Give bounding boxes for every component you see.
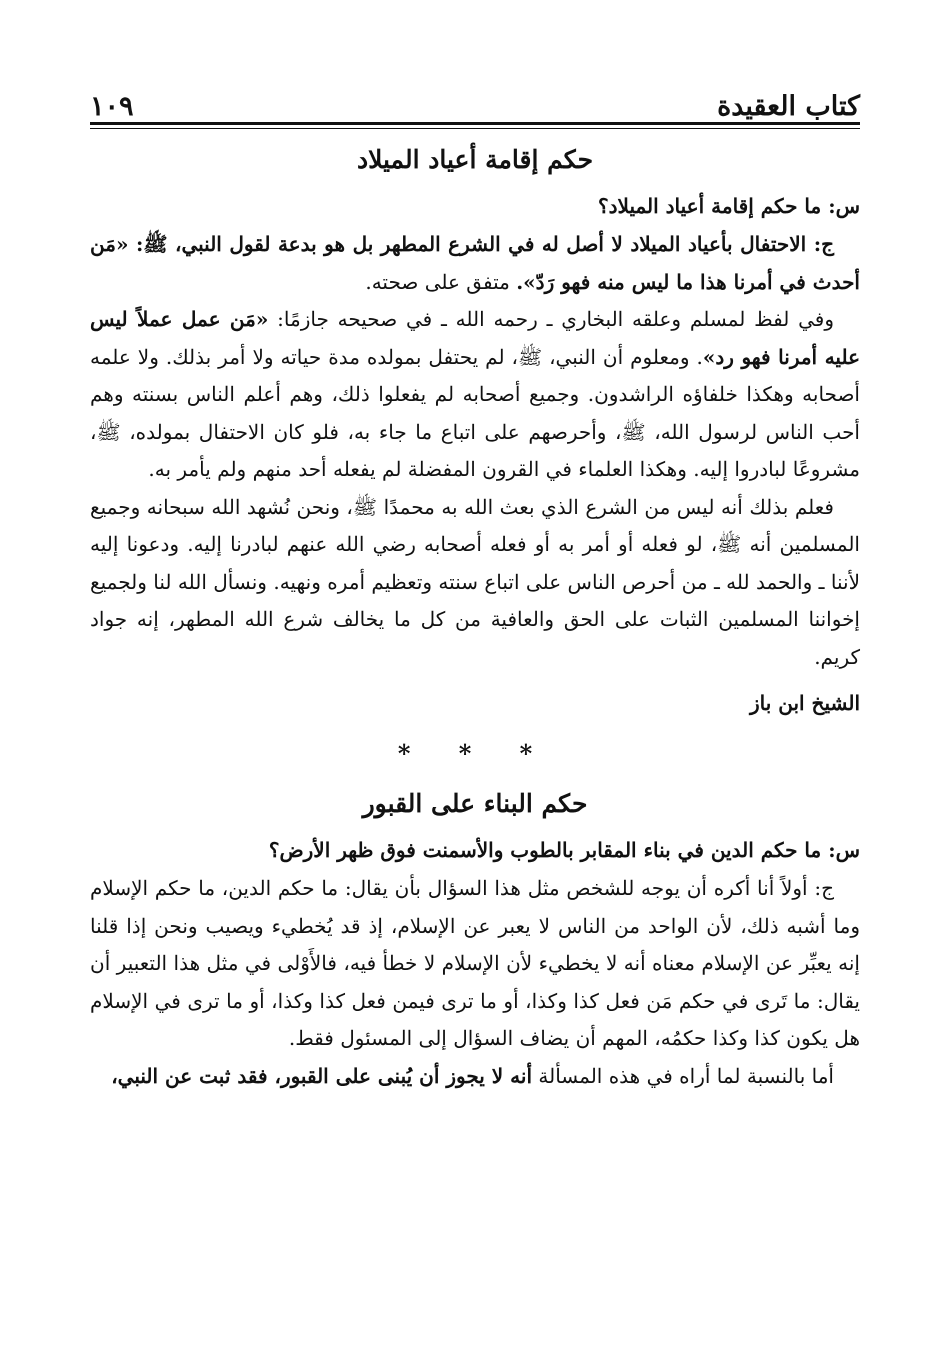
page-body [90,138,860,1095]
answer-birthdays [90,226,860,301]
signature-ibn-baz: الشيخ ابن باز [749,691,860,715]
paragraph-muslim-narration [90,301,860,489]
page-number: ١٠٩ [90,91,134,122]
answer-birthdays-bold: ج: الاحتفال بأعياد الميلاد لا أصل له في الشرع المطهر بل هو بدعة لقول النبي، ﷺ: «مَن أحدث في أمرنا هذا ما ليس منه فهو رَدّ». [90,232,860,294]
paragraph-graves-opinion [90,1058,860,1096]
header-rule-thin [90,128,860,129]
section-separator: * * * [397,739,553,768]
paragraph-muslim-quote: «مَن عمل عملاً ليس عليه أمرنا فهو رد» [90,307,861,369]
paragraph-conclusion: فعلم بذلك أنه ليس من الشرع الذي بعث الله به محمدًا ﷺ، ونحن نُشهد الله سبحانه وجميع المسلمين أنه ﷺ، لو فعله أو أمر به أو فعله أصحابه رضي الله عنهم لبادرنا إليه. ودعونا إليه لأننا ـ والحمد لله ـ من أحرص الناس على اتباع سنته وتعظيم أمره ونهيه. ونسأل الله لنا ولجميع إخواننا المسلمين الثبات على الحق والعافية من كل ما يخالف شرع الله المطهر، إنه جواد كريم. [90,494,860,669]
question-graves: س: ما حكم الدين في بناء المقابر بالطوب والأسمنت فوق ظهر الأرض؟ [268,838,860,862]
paragraph-graves-start: أما بالنسبة لما أراه في هذه المسألة [532,1063,834,1088]
paragraph-graves-bold: أنه لا يجوز أن يُبنى على القبور، فقد ثبت عن النبي، [111,1063,533,1088]
paragraph-muslim-rest: . ومعلوم أن النبي، ﷺ، لم يحتفل بمولده مدة حياته ولا أمر بذلك. ولا علمه أصحابه وهكذا خلفاؤه الراشدون. وجميع أصحابه لم يفعلوا ذلك، وهم أعلم الناس بسنته وهم أحب الناس لرسول الله، ﷺ، وأحرصهم على اتباع ما جاء به، فلو كان الاحتفال بمولده، ﷺ، مشروعًا لبادروا إليه. وهكذا العلماء في القرون المفضلة لم يفعله أحد منهم ولم يأمر به. [90,344,860,481]
section-title-graves: حكم البناء على القبور [362,789,588,818]
book-title: كتاب العقيدة [717,91,860,122]
section-title-birthdays: حكم إقامة أعياد الميلاد [356,145,594,174]
paragraph-muslim-start: وفي لفظ لمسلم وعلقه البخاري ـ رحمه الله ـ في صحيحه جازمًا: [268,307,834,331]
answer-graves: ج: أولاً أنا أكره أن يوجه للشخص مثل هذا السؤال بأن يقال: ما حكم الدين، ما حكم الإسلام وما أشبه ذلك، لأن الواحد من الناس لا يعبر عن الإسلام، إذ قد يُخطيء ويصيب ونحن إذا قلنا إنه يعبِّر عن الإسلام معناه أنه لا يخطيء لأن الإسلام لا خطأ فيه، فالأَوْلى في مثل هذا التعبير أن يقال: ما تَرى في حكم مَن فعل كذا وكذا، أو ما ترى فيمن فعل كذا وكذا، أو ما ترى في الإسلام هل يكون كذا وكذا حكمُه، المهم أن يضاف السؤال إلى المسئول فقط. [90,876,860,1050]
header-rule-thick [90,122,860,125]
answer-birthdays-tail: متفق على صحته. [365,269,517,294]
running-header [90,78,860,122]
question-birthdays: س: ما حكم إقامة أعياد الميلاد؟ [597,194,860,218]
